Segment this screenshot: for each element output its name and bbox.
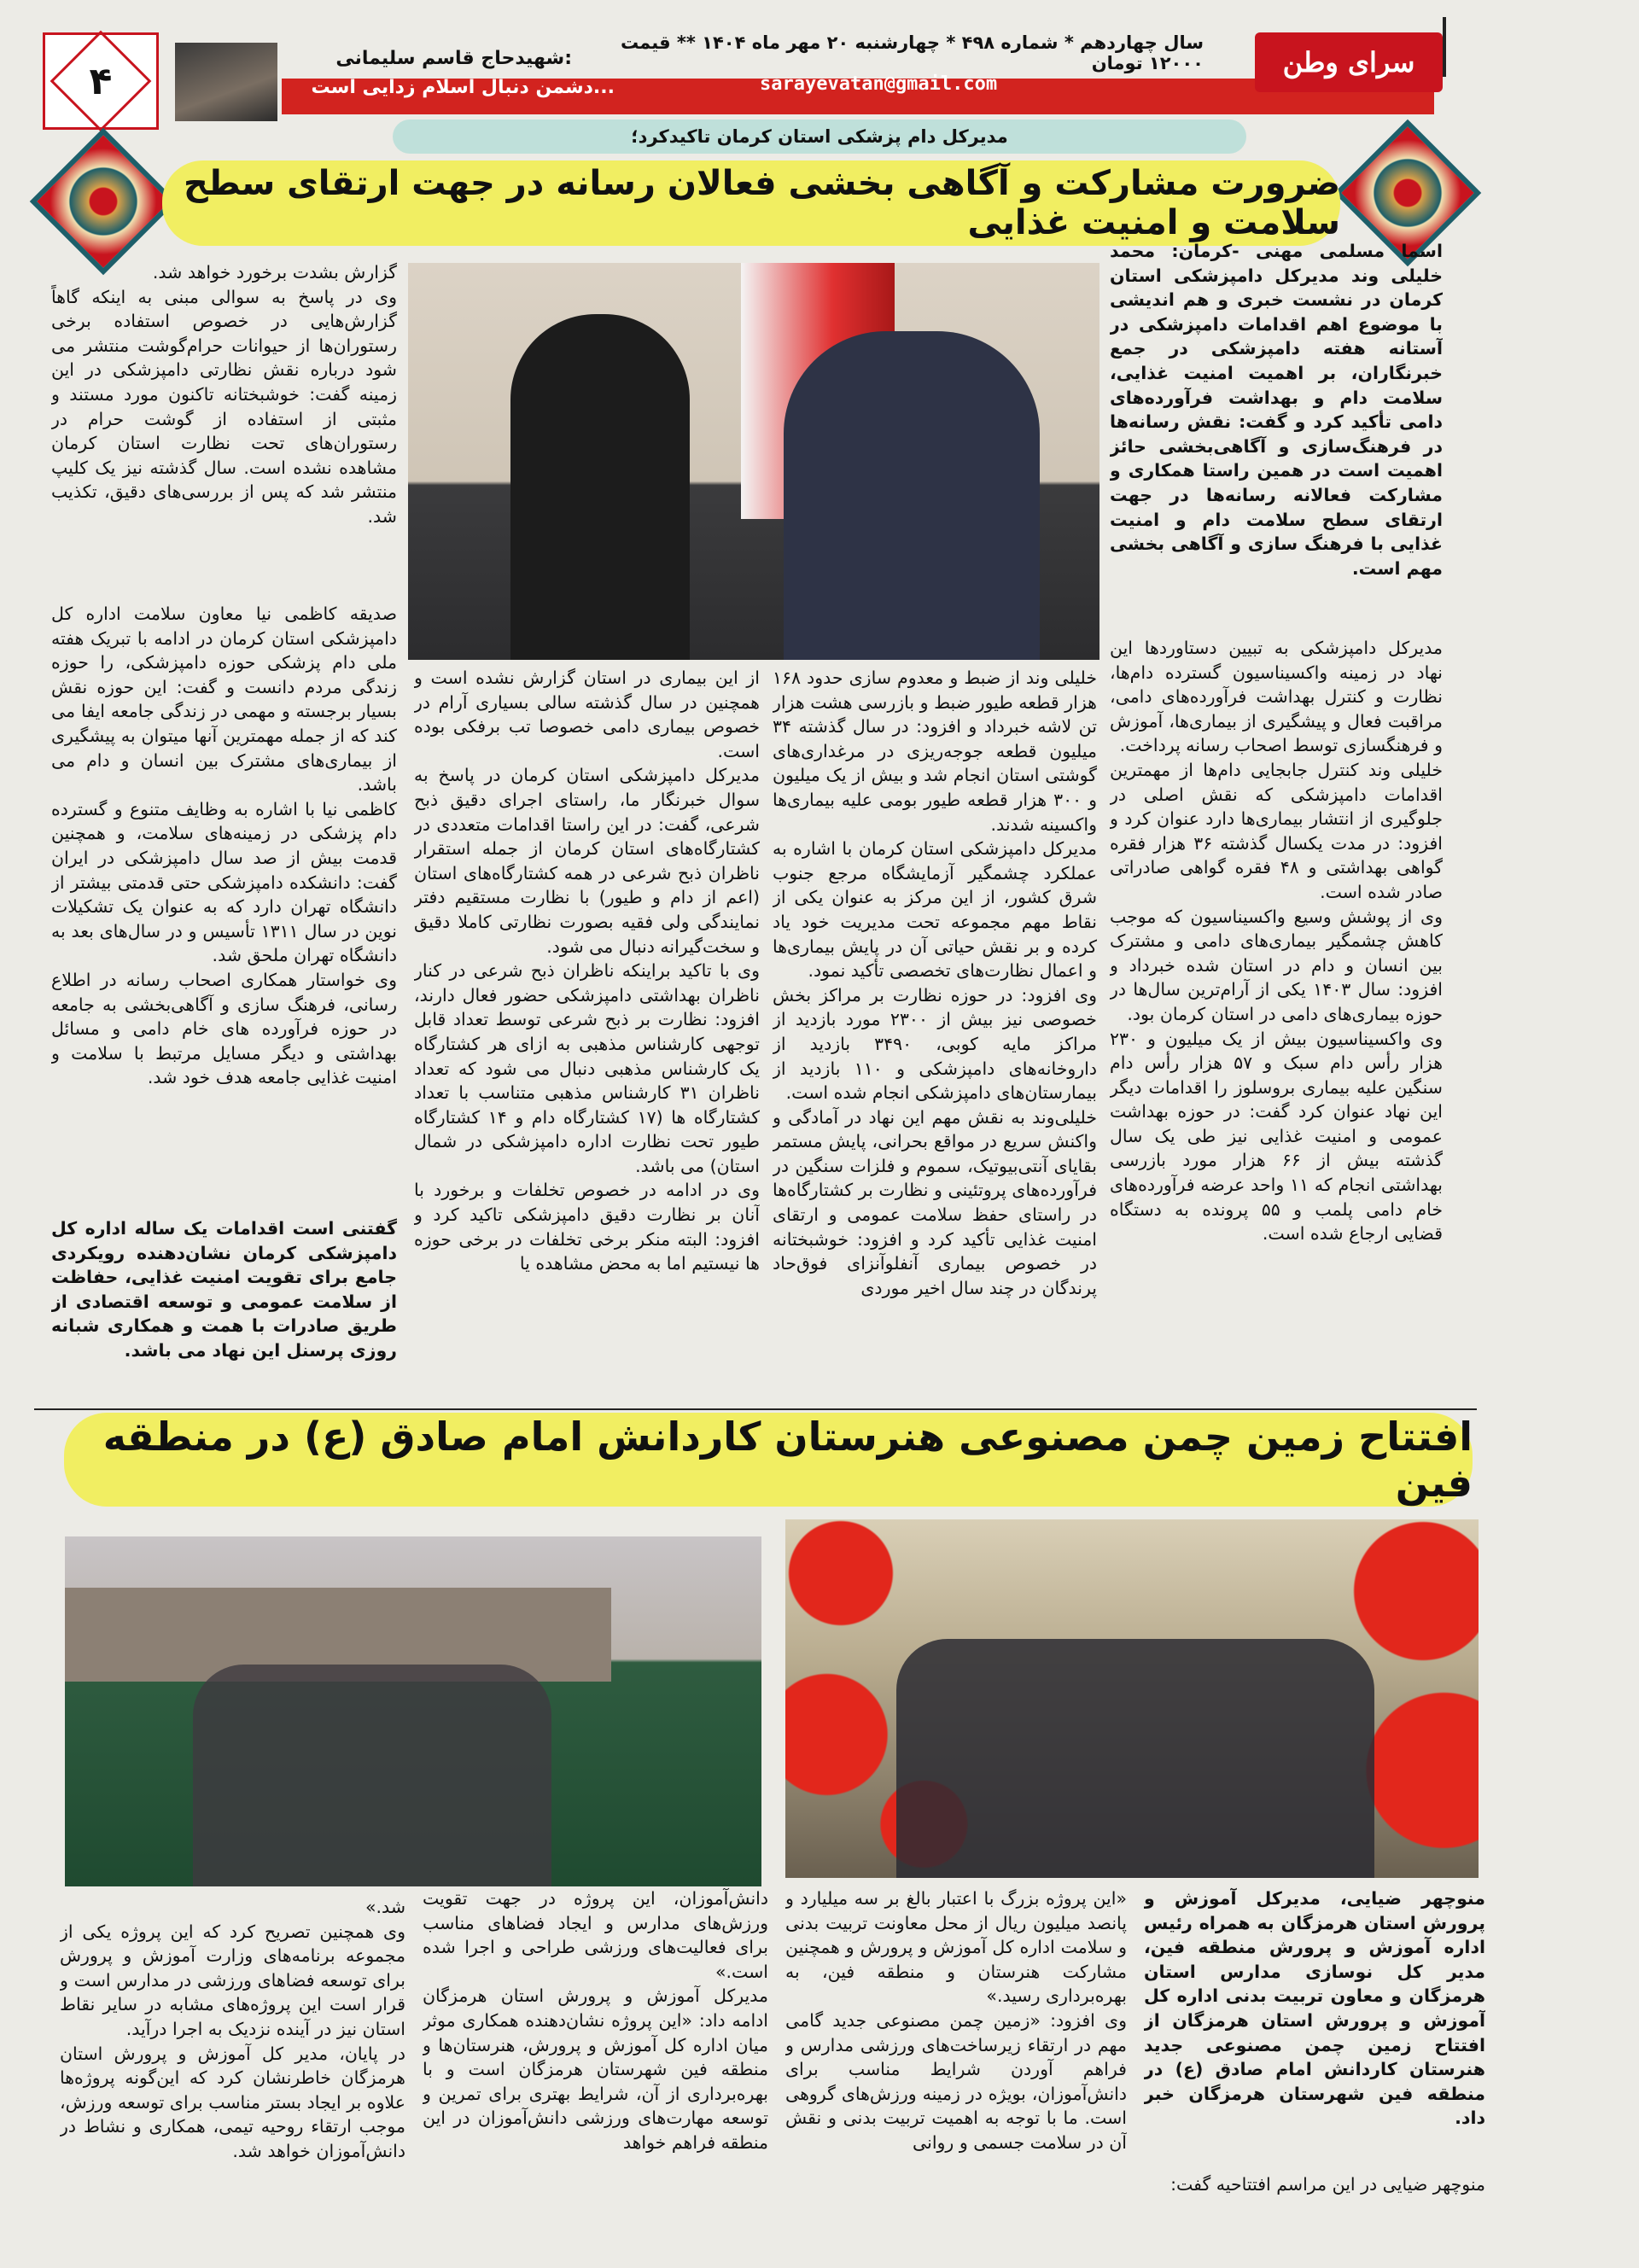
article1-col-left-bold: گفتنی است اقدامات یک ساله اداره کل دامپزشکی کرمان نشان‌دهنده رویکردی جامع برای تقویت امنیت غذایی، حفاظت از سلامت عمومی و توسعه اقتصادی از طریق صادرات با همت و همکاری شبانه روزی پرسنل این نهاد می باشد. bbox=[51, 1218, 397, 1361]
article1-col-right: مدیرکل دامپزشکی به تبیین دستاوردها این نهاد در زمینه واکسیناسیون گسترده دام‌ها، نظارت و کنترل بهداشت فرآورده‌های دامی، مراقبت فعال و پیشگیری از بیماری‌ها، آموزش و فرهنگسازی توسط اصحاب رسانه پرداخت. خلیلی وند کنترل جابجایی دام‌ها از مهمترین اقدامات دامپزشکی که نقش اصلی در جلوگیری از انتشار بیماری‌ها دارد عنوان کرد و افزود: در مدت یکسال گذشته ۳۶ هزار فقره گواهی بهداشتی و ۴۸ فقره گواهی صادراتی صادر شده است. وی از پوشش وسیع واکسیناسیون که موجب کاهش چشمگیر بیماری‌های دامی و مشترک بین انسان و دام در استان شده خبرداد و افزود: سال ۱۴۰۳ یکی از آرام‌ترین سال‌ها در حوزه بیماری‌های دامی در استان کرمان بود. وی واکسیناسیون بیش از یک میلیون و ۲۳۰ هزار رأس دام سبک و ۵۷ هزار رأس دام سنگین علیه بیماری بروسلوز را اقدامات دیگر این نهاد عنوان کرد گفت: در حوزه بهداشت عمومی و امنیت غذایی نیز طی یک سال گذشته بیش از ۶۶ هزار مورد بازرسی بهداشتی انجام که ۱۱ واحد عرضه فرآورده‌های خام دامی پلمب و ۵۵ پرونده به دستگاه قضایی ارجاع شده است. bbox=[1110, 638, 1443, 1245]
article2-col-1-tail: منوچهر ضیایی در این مراسم افتتاحیه گفت: bbox=[1170, 2174, 1485, 2195]
shahid-portrait bbox=[175, 43, 277, 121]
article1-headline: ضرورت مشارکت و آگاهی بخشی فعالان رسانه در جهت ارتقای سطح سلامت و امنیت غذایی bbox=[162, 160, 1340, 246]
page-number-frame bbox=[50, 31, 152, 132]
article2-photo-field bbox=[65, 1536, 761, 1886]
article2-col-1-bold: منوچهر ضیایی، مدیرکل آموزش و پرورش استان هرمزگان به همراه رئیس اداره آموزش و پرورش منطقه فین، مدیر کل نوسازی مدارس استان هرمزگان و معاون تربیت بدنی اداره کل آموزش و پرورش استان هرمزگان از افتتاح زمین چمن مصنوعی جدید هنرستان کاردانش امام صادق (ع) در منطقه فین شهرستان هرمزگان خبر داد. bbox=[1144, 1888, 1485, 2129]
article2-photo-ribbon bbox=[785, 1519, 1479, 1878]
newspaper-logo: سرای وطن bbox=[1255, 32, 1443, 92]
shahid-quote: دشمن دنبال اسلام زدایی است... bbox=[311, 77, 615, 98]
article1-lead: اسما مسلمی مهنی -کرمان: محمد خلیلی وند مدیرکل دامپزشکی استان کرمان در نشست خبری و هم اندیشی با موضوع اهم اقدامات دامپزشکی در آستانه هفته دامپزشکی در جمع خبرنگاران، بر اهمیت امنیت غذایی، سلامت دام و بهداشت فرآورده‌های دامی تأکید کرد و گفت: نقش رسانه‌ها در فرهنگ‌سازی و آگاهی‌بخشی حائز اهمیت است در همین راستا همکاری و مشارکت فعالانه رسانه‌ها در جهت ارتقای سطح سلامت دام و امنیت غذایی با فرهنگ سازی و آگاهی بخشی مهم است. bbox=[1110, 241, 1443, 579]
ribbon-crowd bbox=[896, 1639, 1374, 1878]
article2-col-3: دانش‌آموزان، این پروژه در جهت تقویت ورزش‌های مدارس و ایجاد فضاهای مناسب برای فعالیت‌های ورزشی طراحی و اجرا شده است.» مدیرکل آموزش و پرورش استان هرمزگان ادامه داد: «این پروژه نشان‌دهنده همکاری موثر میان اداره کل آموزش و پرورش، هنرستان‌ها و منطقه فین شهرستان هرمزگان است و با بهره‌برداری از آن، شرایط بهتری برای تمرین و توسعه مهارت‌های ورزشی دانش‌آموزان در این منطقه فراهم خواهد bbox=[423, 1888, 768, 2153]
article2-headline: افتتاح زمین چمن مصنوعی هنرستان کاردانش امام صادق (ع) در منطقه فین bbox=[64, 1413, 1473, 1507]
shahid-title: شهیدحاج قاسم سلیمانی: bbox=[335, 48, 572, 69]
issue-line: سال چهاردهم * شماره ۴۹۸ * چهارشنبه ۲۰ مهر ماه ۱۴۰۴ ** قیمت ۱۲۰۰۰ تومان bbox=[620, 32, 1204, 73]
photo-person-left bbox=[510, 314, 690, 660]
article2-col-4: شد.» وی همچنین تصریح کرد که این پروژه یکی از مجموعه برنامه‌های وزارت آموزش و پرورش برای توسعه فضاهای ورزشی در مدارس است و قرار است این پروژه‌های مشابه در سایر نقاط استان نیز در آینده نزدیک به اجرا درآید. در پایان، مدیر کل آموزش و پرورش استان هرمزگان خاطرنشان کرد که این‌گونه پروژه‌ها علاوه بر ایجاد بستر مناسب برای توسعه ورزش، موجب ارتقاء روحیه تیمی، همکاری و نشاط در دانش‌آموزان خواهد شد. bbox=[60, 1897, 405, 2161]
article1-col-center-left: از این بیماری در استان گزارش نشده است و همچنین در سال گذشته سالی بسیاری آرام در خصوص بیماری دامی خصوصا تب برفکی بوده است. مدیرکل دامپزشکی استان کرمان در پاسخ به سوال خبرنگار ما، راستای اجرای دقیق ذبح شرعی، گفت: در این راستا اقدامات متعددی در کشتارگاه‌های استان کرمان از جمله استقرار ناظران ذبح شرعی در همه کشتارگاه‌های استان (اعم از دام و طیور) با نظارت مستقیم دفتر نمایندگی ولی فقیه بصورت نظارتی کاملا دقیق و سخت‌گیرانه دنبال می شود. وی با تاکید براینکه ناظران ذبح شرعی در کنار ناظران بهداشتی دامپزشکی حضور فعال دارند، افزود: نظارت بر ذبح شرعی توسط تعداد قابل توجهی کارشناس مذهبی به ازای هر کشتارگاه یک کارشناس مذهبی دنبال می شود که تعداد ناظران ۳۱ کارشناس مذهبی متناسب با تعداد کشتارگاه ها (۱۷ کشتارگاه دام و ۱۴ کشتارگاه طیور تحت نظارت اداره دامپزشکی در شمال استان) می باشد. وی در ادامه در خصوص تخلفات و برخورد با آنان بر نظارت دقیق دامپزشکی تاکید کرد و افزود: البته منکر برخی تخلفات در برخی حوزه ها نیستیم اما به محض مشاهده یا bbox=[414, 668, 760, 1274]
article1-col-center-right: خلیلی وند از ضبط و معدوم سازی حدود ۱۶۸ هزار قطعه طیور ضبط و بازرسی هشت هزار تن لاشه خبرداد و افزود: در سال گذشته ۳۴ میلیون قطعه جوجه‌ریزی در مرغداری‌های گوشتی استان انجام شد و بیش از یک میلیون و ۳۰۰ هزار قطعه طیور بومی علیه بیماری‌ها واکسینه شدند. مدیرکل دامپزشکی استان کرمان با اشاره به عملکرد چشمگیر آزمایشگاه مرجع جنوب شرق کشور، از این مرکز به عنوان یکی از نقاط مهم مجموعه تحت مدیریت خود یاد کرده و بر نقش حیاتی آن در پایش بیماری‌ها و اعمال نظارت‌های تخصصی تأکید نمود. وی افزود: در حوزه نظارت بر مراکز بخش خصوصی نیز بیش از ۲۳۰۰ مورد بازدید از مراکز مایه کوبی، ۳۴۹۰ بازدید از داروخانه‌های دامپزشکی و ۱۱۰ بازدید از بیمارستان‌های دامپزشکی انجام شده است. خلیلی‌وند به نقش مهم این نهاد در آمادگی و واکنش سریع در مواقع بحرانی، پایش مستمر بقایای آنتی‌بیوتیک، سموم و فلزات سنگین در فرآورده‌های پروتئینی و نظارت بر کشتارگاه‌ها در راستای حفظ سلامت عمومی و ارتقای امنیت غذایی تأکید کرد و افزود: خوشبختانه در خصوص بیماری آنفلوآنزای فوق‌حاد پرندگان در چند سال اخیر موردی bbox=[773, 668, 1097, 1298]
section-divider bbox=[34, 1408, 1477, 1410]
article1-kicker: مدیرکل دام پزشکی استان کرمان تاکیدکرد؛ bbox=[393, 120, 1246, 154]
article2-col-2: «این پروژه بزرگ با اعتبار بالغ بر سه میلیارد و پانصد میلیون ریال از محل معاونت تربیت بدنی و سلامت اداره کل آموزش و پرورش و همچنین مشارکت هنرستان و منطقه فین، به بهره‌برداری رسید.» وی افزود: «زمین چمن مصنوعی جدید گامی مهم در ارتقاء زیرساخت‌های ورزشی مدارس و فراهم آوردن شرایط مناسب برای دانش‌آموزان، بویژه در زمینه ورزش‌های گروهی است. ما با توجه به اهمیت تربیت بدنی و نقش آن در سلامت جسمی و روانی bbox=[785, 1888, 1127, 2153]
article1-col-left-mid: صدیقه کاظمی نیا معاون سلامت اداره کل دامپزشکی استان کرمان در ادامه با تبریک هفته ملی دام پزشکی حوزه دامپزشکی، را حوزه زندگی مردم دانست و گفت: این حوزه نقش بسیار برجسته و مهمی در زندگی جامعه ایفا می کند که از جمله مهمترین آنها میتوان به پیشگیری از بیماری‌های مشترک بین انسان و دام می باشد. کاظمی نیا با اشاره به وظایف متنوع و گسترده دام پزشکی در زمینه‌های سلامت، و همچنین قدمت بیش از صد سال دامپزشکی در ایران گفت: دانشکده دامپزشکی حتی قدمتی بیشتر از دانشگاه تهران دارد که به عنوان یک تشکیلات نوین در سال ۱۳۱۱ تأسیس و در سال‌های بعد به دانشگاه تهران ملحق شد. وی خواستار همکاری اصحاب رسانه در اطلاع رسانی، فرهنگ سازی و آگاهی‌بخشی به جامعه در حوزه فرآورده های خام دامی و مسائل بهداشتی و دیگر مسایل مرتبط با سلامت و امنیت غذایی جامعه هدف خود شد. bbox=[51, 603, 397, 1088]
page-number-box bbox=[43, 32, 159, 130]
page-number: ۴ bbox=[89, 59, 113, 103]
article1-col-left-top: گزارش بشدت برخورد خواهد شد. وی در پاسخ به سوالی مبنی به اینکه گاهاً گزارش‌هایی در خصوص استفاده برخی رستوران‌ها از حیوانات حرام‌گوشت منتشر می شود درباره نقش نظارتی دامپزشکی در این زمینه گفت: خوشبختانه تاکنون مورد مستند و مثبتی از استفاده از گوشت حرام در رستوران‌های تحت نظارت استان کرمان مشاهده نشده است. سال گذشته نیز یک کلیپ منتشر شد که پس از بررسی‌های دقیق، تکذیب شد. bbox=[51, 262, 397, 527]
photo-person-right bbox=[784, 331, 1040, 660]
ornament-left-icon bbox=[30, 128, 178, 276]
email-address: sarayevatan@gmail.com bbox=[760, 73, 998, 95]
masthead-divider bbox=[1443, 17, 1446, 77]
field-walkers bbox=[193, 1665, 551, 1886]
article1-photo bbox=[408, 263, 1099, 660]
